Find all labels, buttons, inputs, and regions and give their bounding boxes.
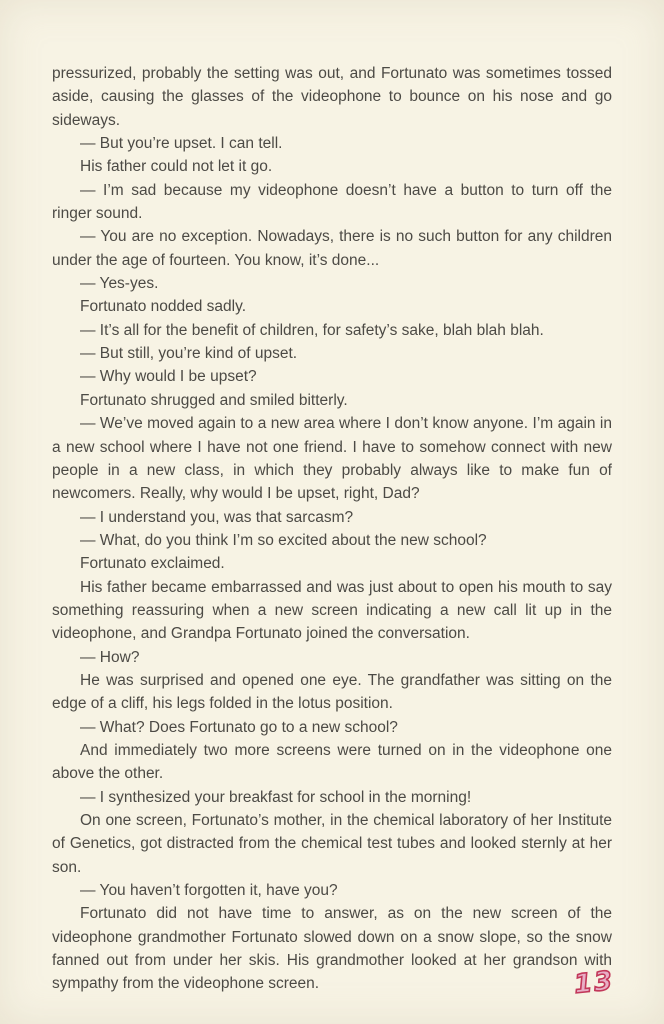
- paragraph: His father could not let it go.: [80, 158, 273, 176]
- paragraph: Fortunato did not have time to answer, as on the new screen of the videophone grandmother Fortunato slowed down on a snow slope, so the snow fanned out from under her skis. His grandmother looked at her grandson with sympathy from the videophone screen.: [52, 905, 612, 993]
- paragraph: — Yes-yes.: [80, 275, 159, 293]
- paragraph: — I’m sad because my videophone doesn’t have a button to turn off the ringer sound.: [52, 181, 612, 223]
- paragraph: — You haven’t forgotten it, have you?: [80, 882, 338, 900]
- paragraph: — But still, you’re kind of upset.: [80, 345, 298, 363]
- paragraph: — What, do you think I’m so excited about the new school?: [80, 531, 487, 549]
- paragraph: He was surprised and opened one eye. The grandfather was sitting on the edge of a cliff, his legs folded in the lotus position.: [52, 671, 612, 713]
- paragraph: — You are no exception. Nowadays, there is no such button for any children under the age of fourteen. You know, it’s done...: [52, 228, 612, 269]
- page-number: 13: [572, 965, 616, 1001]
- page-text: [52, 62, 612, 996]
- paragraph: — But you’re upset. I can tell.: [80, 135, 283, 153]
- paragraph: On one screen, Fortunato’s mother, in the chemical laboratory of her Institute of Genetics, got distracted from the chemical test tubes and looked sternly at her son.: [52, 812, 612, 876]
- paragraph: Fortunato shrugged and smiled bitterly.: [80, 391, 348, 409]
- paragraph: Fortunato nodded sadly.: [80, 298, 247, 316]
- paragraph: — What? Does Fortunato go to a new school?: [80, 718, 398, 736]
- paragraph: His father became embarrassed and was just about to open his mouth to say something reassuring when a new screen indicating a new call lit up in the videophone, and Grandpa Fortunato joined the conversation.: [52, 578, 612, 643]
- paragraph: — I synthesized your breakfast for school in the morning!: [80, 788, 472, 806]
- paragraph: — We’ve moved again to a new area where I don’t know anyone. I’m again in a new school where I have not one friend. I have to somehow connect with new people in a new class, in which they probably always like to make fun of newcomers. Really, why would I be upset, right, Dad?: [52, 415, 612, 503]
- paragraph: — Why would I be upset?: [80, 368, 257, 386]
- paragraph: — I understand you, was that sarcasm?: [80, 508, 354, 526]
- paragraph: And immediately two more screens were turned on in the videophone one above the other.: [52, 741, 612, 783]
- paragraph: pressurized, probably the setting was out, and Fortunato was sometimes tossed aside, causing the glasses of the videophone to bounce on his nose and go sideways.: [52, 65, 612, 129]
- paragraph: — How?: [80, 648, 140, 666]
- paragraph: Fortunato exclaimed.: [80, 555, 225, 573]
- paragraph: — It’s all for the benefit of children, for safety’s sake, blah blah blah.: [80, 321, 544, 339]
